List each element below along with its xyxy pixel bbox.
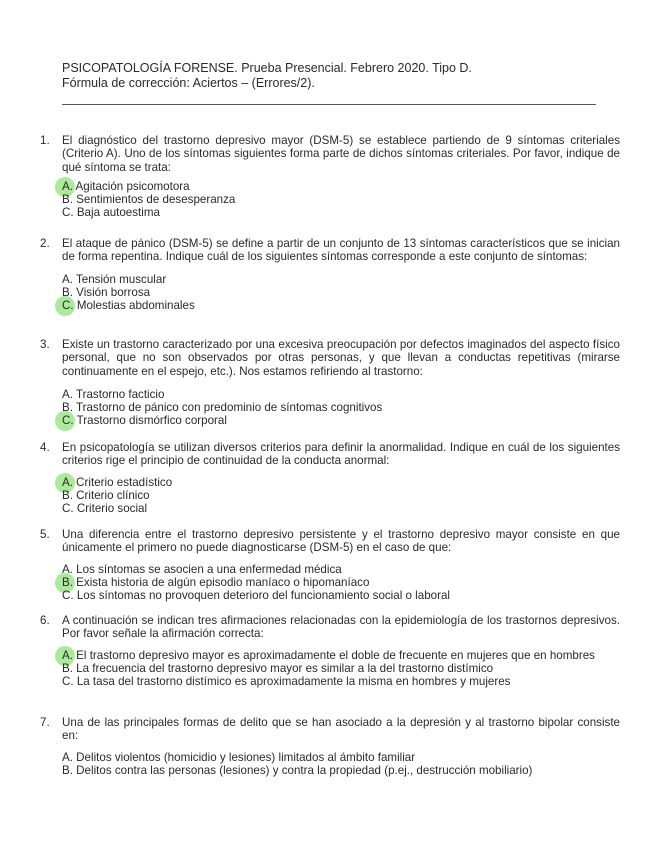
option-b[interactable]: B. Sentimientos de desesperanza — [62, 193, 236, 207]
option-a[interactable]: A. Agitación psicomotora — [62, 180, 620, 193]
question-2 — [40, 237, 620, 312]
question-1 — [40, 134, 620, 220]
option-c[interactable]: C. La tasa del trastorno distímico es aproximadamente la misma en hombres y mujeres — [62, 675, 511, 689]
question-text: Una de las principales formas de delito que se han asociado a la depresión y al trastorno bipolar consiste en: — [62, 716, 620, 743]
option-c[interactable]: C. Los síntomas no provoquen deterioro del funcionamiento social o laboral — [62, 589, 450, 603]
question-5 — [40, 528, 620, 602]
option-b[interactable]: B. Visión borrosa — [62, 285, 151, 299]
question-text: Una diferencia entre el trastorno depresivo persistente y el trastorno depresivo mayor consiste en que únicamente el primero no puede diagnosticarse (DSM-5) en el caso de que: — [62, 528, 620, 555]
question-text: El diagnóstico del trastorno depresivo mayor (DSM-5) se establece partiendo de 9 síntomas criteriales (Criterio A). Uno de los síntomas siguientes forma parte de dichos síntomas criteriales. Por favor, indique de qué síntoma se trata: — [62, 134, 620, 174]
option-a[interactable]: A. Trastorno facticio — [62, 387, 165, 401]
option-a[interactable]: A. Criterio estadístico — [62, 476, 620, 489]
correction-formula: Fórmula de corrección: Aciertos – (Errores/2). — [62, 76, 315, 90]
option-a[interactable]: A. El trastorno depresivo mayor es aproximadamente el doble de frecuente en mujeres que en hombres — [62, 649, 620, 662]
option-b[interactable]: B. La frecuencia del trastorno depresivo mayor es similar a la del trastorno distímico — [62, 661, 494, 675]
question-6 — [40, 614, 620, 688]
header-divider — [62, 104, 596, 105]
question-7 — [40, 716, 620, 777]
option-c[interactable]: C. Trastorno dismórfico corporal — [62, 414, 620, 427]
question-number: 1. — [40, 134, 50, 147]
option-b[interactable]: B. Delitos contra las personas (lesiones) y contra la propiedad (p.ej., destrucción mobiliario) — [62, 763, 533, 777]
option-c[interactable]: C. Baja autoestima — [62, 206, 160, 220]
question-4 — [40, 441, 620, 515]
question-text: El ataque de pánico (DSM-5) se define a partir de un conjunto de 13 síntomas característicos que se inician de forma repentina. Indique cuál de los siguientes síntomas corresponde a este conjunto de síntomas: — [62, 237, 620, 264]
question-text: A continuación se indican tres afirmaciones relacionadas con la epidemiología de los trastornos depresivos. Por favor señale la afirmación correcta: — [62, 614, 620, 641]
option-a[interactable]: A. Los síntomas se asocien a una enfermedad médica — [62, 562, 342, 576]
question-text: Existe un trastorno caracterizado por una excesiva preocupación por defectos imaginados del aspecto físico personal, que no son observados por otras personas, y que llevan a conductas repetitivas (mirarse continuamente en el espejo, etc.). Nos estamos refiriendo al trastorno: — [62, 338, 620, 378]
exam-header — [62, 61, 602, 91]
question-number: 5. — [40, 528, 50, 541]
question-number-highlighted: 7. — [40, 716, 50, 729]
question-number: 3. — [40, 338, 50, 351]
option-c[interactable]: C. Molestias abdominales — [62, 299, 620, 312]
option-a[interactable]: A. Tensión muscular — [62, 272, 167, 286]
option-b[interactable]: B. Exista historia de algún episodio maníaco o hipomaníaco — [62, 576, 620, 589]
option-b[interactable]: B. Trastorno de pánico con predominio de síntomas cognitivos — [62, 401, 383, 415]
question-number: 6. — [40, 614, 50, 627]
question-number: 2. — [40, 237, 50, 250]
question-text: En psicopatología se utilizan diversos criterios para definir la anormalidad. Indique en cuál de los siguientes criterios rige el principio de continuidad de la conducta anormal: — [62, 441, 620, 468]
option-c[interactable]: C. Criterio social — [62, 502, 148, 516]
question-number: 4. — [40, 441, 50, 454]
option-a[interactable]: A. Delitos violentos (homicidio y lesiones) limitados al ámbito familiar — [62, 750, 416, 764]
question-3 — [40, 338, 620, 428]
exam-title: PSICOPATOLOGÍA FORENSE. Prueba Presencial. Febrero 2020. Tipo D. — [62, 61, 472, 75]
option-b[interactable]: B. Criterio clínico — [62, 488, 150, 502]
